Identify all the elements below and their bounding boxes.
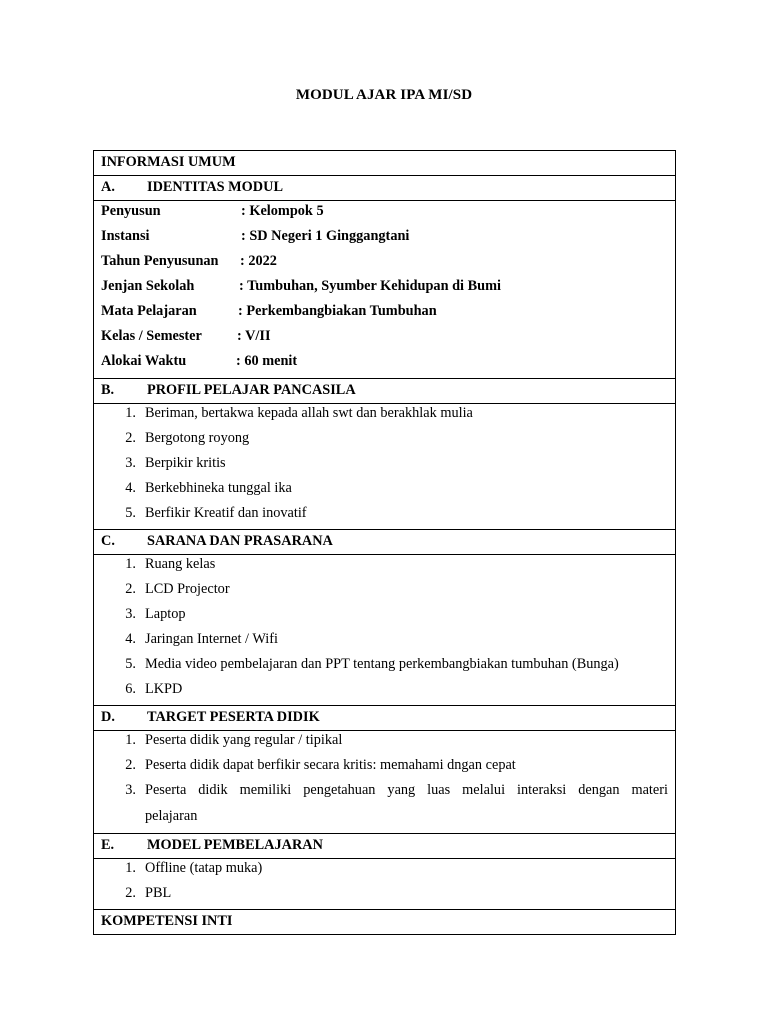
row-section-c-list	[94, 555, 676, 706]
identitas-line	[101, 302, 668, 327]
identitas-line	[101, 277, 668, 302]
list-item: 1. Beriman, bertakwa kepada allah swt dan berakhlak mulia	[125, 405, 473, 421]
model-list	[101, 859, 668, 909]
section-d-heading: TARGET PESERTA DIDIK	[147, 709, 320, 725]
list-item: 6. LKPD	[125, 681, 183, 697]
row-section-d-list	[94, 731, 676, 834]
section-a-letter: A.	[101, 179, 115, 195]
identitas-line	[101, 352, 668, 377]
identitas-value: : Tumbuhan, Syumber Kehidupan di Bumi	[239, 278, 501, 294]
identitas-value: : 60 menit	[236, 353, 298, 369]
list-item: 1. Peserta didik yang regular / tipikal	[125, 732, 343, 748]
identitas-value: : Kelompok 5	[241, 203, 324, 219]
identitas-line	[101, 202, 668, 227]
list-item: 1. Ruang kelas	[125, 556, 216, 572]
identitas-line	[101, 252, 668, 277]
kompetensi-inti-heading: KOMPETENSI INTI	[101, 913, 233, 929]
identitas-key: Tahun Penyusunan	[101, 253, 219, 269]
row-kompetensi-inti	[94, 910, 676, 935]
identitas-line	[101, 227, 668, 252]
list-item: 2. PBL	[125, 885, 172, 901]
list-item: 1. Offline (tatap muka)	[125, 860, 263, 876]
identitas-key: Jenjan Sekolah	[101, 278, 195, 294]
list-item: 2. LCD Projector	[125, 581, 230, 597]
section-c-heading: SARANA DAN PRASARANA	[147, 533, 333, 549]
section-b-heading: PROFIL PELAJAR PANCASILA	[147, 382, 356, 398]
identitas-value: : V/II	[237, 328, 271, 344]
identitas-key: Instansi	[101, 228, 150, 244]
profil-list	[101, 404, 668, 529]
row-section-d	[94, 706, 676, 731]
list-item: 2. Peserta didik dapat berfikir secara kritis: memahami dngan cepat	[125, 757, 516, 773]
target-list	[101, 731, 668, 833]
module-table	[93, 150, 676, 935]
row-section-c	[94, 530, 676, 555]
identitas-key: Alokai Waktu	[101, 353, 187, 369]
sarana-list	[101, 555, 668, 705]
identitas-cell	[94, 201, 676, 379]
document-title: MODUL AJAR IPA MI/SD	[295, 87, 473, 103]
list-item: 2. Bergotong royong	[125, 430, 250, 446]
list-item: 4. Berkebhineka tunggal ika	[125, 480, 292, 496]
list-item: 5. Berfikir Kreatif dan inovatif	[125, 505, 307, 521]
row-section-b	[94, 379, 676, 404]
section-c-letter: C.	[101, 533, 115, 549]
identitas-value: : Perkembangbiakan Tumbuhan	[238, 303, 437, 319]
list-item: 4. Jaringan Internet / Wifi	[125, 631, 278, 647]
row-section-e-list	[94, 859, 676, 910]
identitas-key: Kelas / Semester	[101, 328, 202, 344]
list-item: 5. Media video pembelajaran dan PPT tentang perkembangbiakan tumbuhan (Bunga)	[125, 656, 619, 672]
row-section-b-list	[94, 404, 676, 530]
list-item: 3. Berpikir kritis	[125, 455, 226, 471]
section-a-heading: IDENTITAS MODUL	[147, 179, 283, 195]
identitas-key: Mata Pelajaran	[101, 303, 197, 319]
section-d-letter: D.	[101, 709, 115, 725]
identitas-value: : 2022	[240, 253, 277, 269]
section-b-letter: B.	[101, 382, 115, 398]
list-item-line1: Peserta didik memiliki pengetahuan yang luas melalui interaksi dengan materi	[145, 782, 668, 798]
list-item: 3. Laptop	[125, 606, 186, 622]
row-section-a	[94, 176, 676, 201]
section-e-letter: E.	[101, 837, 115, 853]
identitas-line	[101, 327, 668, 352]
row-informasi-umum	[94, 151, 676, 176]
section-e-heading: MODEL PEMBELAJARAN	[147, 837, 323, 853]
identitas-key: Penyusun	[101, 203, 161, 219]
row-identitas	[94, 201, 676, 379]
list-item-line2: pelajaran	[145, 808, 198, 824]
informasi-umum-heading: INFORMASI UMUM	[101, 154, 236, 170]
list-item: 3. Peserta didik memiliki pengetahuan yang luas melalui interaksi dengan materi pelajaran	[101, 781, 668, 833]
identitas-value: : SD Negeri 1 Ginggangtani	[241, 228, 410, 244]
row-section-e	[94, 834, 676, 859]
